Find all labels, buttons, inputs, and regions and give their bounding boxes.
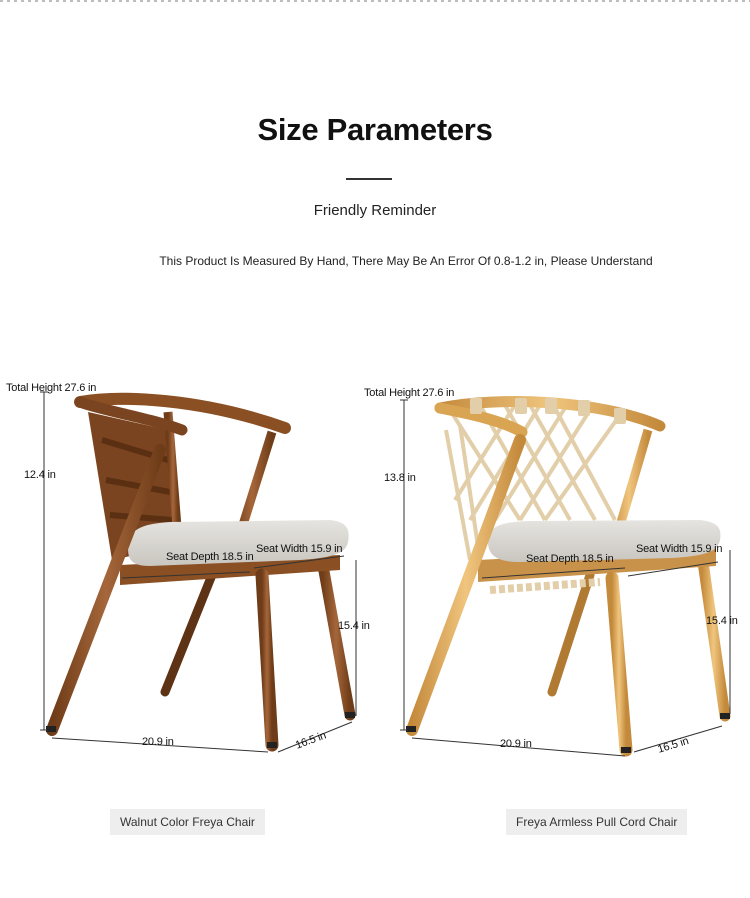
page-title: Size Parameters	[257, 112, 493, 147]
pull-cord-total-height-label: Total Height 27.6 in	[364, 387, 455, 399]
walnut-seat-depth-label: Seat Depth 18.5 in	[166, 551, 254, 563]
pull-cord-seat-depth-label: Seat Depth 18.5 in	[526, 553, 614, 565]
walnut-width-label: 20.9 in	[142, 736, 174, 748]
walnut-depth-label: 16.5 in	[293, 729, 328, 752]
walnut-total-height-label: Total Height 27.6 in	[6, 382, 97, 394]
walnut-chair-drawing	[46, 399, 355, 748]
walnut-back-height-label: 12.4 in	[24, 469, 56, 481]
pull-cord-back-height-label: 13.8 in	[384, 472, 416, 484]
walnut-seat-width-label: Seat Width 15.9 in	[256, 543, 343, 555]
pull-cord-depth-label: 16.5 in	[656, 735, 691, 756]
friendly-reminder-heading: Friendly Reminder	[313, 202, 437, 219]
measurement-note: This Product Is Measured By Hand, There May Be An Error Of 0.8-1.2 in, Please Understand	[159, 254, 653, 268]
pull-cord-seat-width-label: Seat Width 15.9 in	[636, 543, 723, 555]
pull-cord-chair-drawing	[406, 398, 730, 753]
walnut-chair-caption: Walnut Color Freya Chair	[110, 809, 265, 835]
pull-cord-seat-height-label: 15.4 in	[706, 615, 738, 627]
pull-cord-chair-caption: Freya Armless Pull Cord Chair	[506, 809, 687, 835]
pull-cord-width-label: 20.9 in	[500, 738, 532, 750]
walnut-seat-height-label: 15.4 in	[338, 620, 370, 632]
